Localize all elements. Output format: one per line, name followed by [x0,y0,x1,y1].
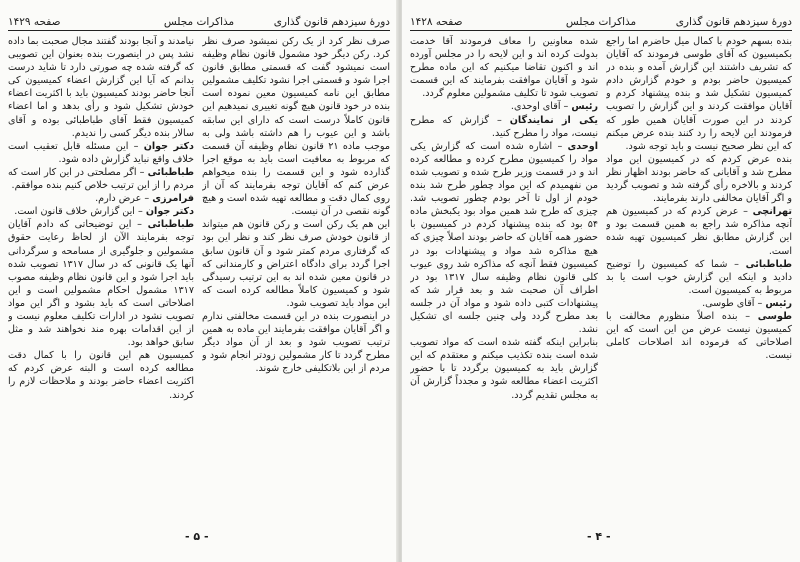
header-rule [410,30,792,31]
paragraph-text: – عرض دارم. [95,193,150,205]
paragraph-text: صرف نظر کرد از یک رکن نمیشود صرف نظر کرد. رکن دیگر خود مشمول قانون نظام وظیفه است نمیشود گفت که قسمتی مطابق قانون اجرا شود و قسمتی اجرا نشود تکلیف مشمولین مطابق این نامه کمیسیون معین نموده است بنده در خود قانون هیچ گونه تغییری نمیدهیم این قانون کاملاً درست است که دارای این سابقه باشد و این عیوب را هم داشته باشد ولی به موجب ماده ۲۱ قانون نظام وظیفه آن قسمت که مربوط به معافیت است باید به موقع اجرا گذارده شود و این قسمت را بنده میخواهم عرض کنم که آقایان توجه بفرمایند که آن از روی کمال دقت و مطالعه تهیه شده است و هیچ گونه نقصی در آن نیست. [202,36,390,218]
speaker-name: طباطبائی [147,166,194,178]
right-page [402,0,800,562]
paragraph-text: – این گزارش خلاف قانون است. [14,206,143,218]
speaker-name: طوسی [757,310,792,322]
paragraph-text: کمیسیون هم این قانون را با کمال دقت مطالعه کرده است و البته عرض کردم که اکثریت اعضاء حاضر بودند و ملاحظات لازم را کردند. [8,350,194,401]
paragraph [410,140,598,336]
paragraph [410,35,598,100]
paragraph [8,35,194,140]
paragraph [606,258,792,297]
paragraph-text: بنابراین اینکه گفته شده است که مواد تصویب شده است بنده تکذیب میکنم و معتقدم که این گزارش باید به کمیسیون برگردد تا با حضور اکثریت اعضاء مطالعه شود و مجدداً گزارش آن به مجلس تقدیم گردد. [410,337,598,401]
paragraph-text: – شما که کمیسیون را توضیح دادید و اینکه این گزارش خوب است یا بد مربوط به کمیسیون است. [606,258,792,296]
paragraph [8,192,194,205]
speaker-name: طباطبائی [147,219,194,231]
text-column-left [410,35,598,523]
paragraph [410,100,598,113]
speaker-name: فرامرزی [152,193,194,205]
session-series: دورهٔ سیزدهم قانون گذاری [273,16,390,28]
paragraph-text: – این توضیحاتی که دادم آقایان توجه بفرمایند الآن از لحاظ رعایت حقوق مشمولین و جلوگیری از مسامحه و سرگردانی آنها یک قانونی که در سال ۱۳۱۷ تصویب شده باید اجرا شود و این قانون نظام وظیفه مصوب ۱۳۱۷ مشمول احکام مشمولین است و این اصلاحاتی است که باید بشود و اگر این مواد تصویب نشود در ادارات تکلیف معلوم نیست و از این اقدامات بهره مند نخواهند شد و مثل سابق خواهد بود. [8,219,194,349]
text-column-left [8,35,194,523]
speaker-name: رئیس [571,101,598,113]
paragraph [606,205,792,257]
paragraph [606,297,792,310]
page-header [8,14,390,30]
paragraph-text: – آقای اوحدی. [510,101,569,113]
page-footer-number: - ۵ - [185,530,209,543]
paragraph [8,166,194,192]
paragraph [202,35,390,218]
paragraph-text: نیامدند و آنجا بودند گفتند مجال صحبت بما داده نشد پس در اینصورت بنده بعنوان این تصویبی که گرفته شده چه صورتی دارد تا شاید درست بدانم که آیا این گزارش اعضاء کمیسیون کی آنجا حاضر بودند کمیسیون باید با اکثریت اعضاء خودش تشکیل شود و رأی بدهد و اما اعضاء کمیسیون فقط آقای طباطبائی بوده و آقای سالار بنده دیگر کسی را ندیدم. [8,36,194,139]
paragraph [8,349,194,401]
paragraph [606,310,792,362]
paragraph-text: شده معاونین را معاف فرمودند آقا خدمت بدولت کرده اند و این لایحه را در مجلس آورده اند و اکنون تقاضا میکنیم که این ماده مطرح شود و آقایان موافقت بفرمایند که این قسمت تصویب شود تا تکلیف مشمولین معلوم گردد. [410,36,598,100]
publication-title: مذاکرات مجلس [163,16,235,28]
page-number: صفحه ۱۴۲۹ [8,16,61,28]
paragraph-text: – این مسئله قابل تعقیب است خلاف واقع نباید گزارش داده شود. [8,140,194,165]
paragraph [8,218,194,349]
paragraph [202,218,390,310]
paragraph-text: – عرض کردم که در کمیسیون هم آنچه مذاکره شد راجع به همین قسمت بود و این گزارش مطابق نظر کمیسیون تهیه شده است. [606,206,792,257]
speaker-name: یکی از نمایندگان [509,114,598,126]
publication-title: مذاکرات مجلس [565,16,637,28]
speaker-name: تهرانچی [752,206,792,218]
speaker-name: دکتر جوان [145,206,194,218]
paragraph-text: – اشاره شده است که گزارش یکی مواد را کمیسیون مطرح کرده و مطالعه کرده اند و در قسمت وزیر طرح شده و تصویب شده من نفهمیدم که این مواد چطور طرح شد بنده خودم از اول تا آخر بودم چطور تصویب شد. چیزی که طرح شد همین مواد بود یکبخش ماده ۵۴ بود که بنده پیشنهاد کردم در کمیسیون با حضور همه آقایان که حاضر بودند اصلاً چیزی که هیچ مذاکره شد مواد و پیشنهادات بود در کمیسیون فقط آنچه که مذاکره شد روی عیوب کلی قانون نظام وظیفه سال ۱۳۱۷ بود در اطراف آن صحبت شد و بعد قرار شد که پیشنهادات کتبی داده شود و مواد آن در جلسه بعد مطرح گردد ولی چنین جلسه ای تشکیل نشد. [410,140,598,336]
paragraph [8,205,194,218]
paragraph-text: – اگر مصلحتی در این کار است که مردم را از این ترتیب خلاص کنیم بنده موافقم. [8,166,194,192]
paragraph [606,35,792,153]
paragraph-text: بنده عرض کردم که در کمیسیون این مواد مطرح شد و آقایانی که حاضر بودند اظهار نظر کردند و بالاخره رأی گرفته شد و تصویب گردید و اگر آقایان مخالفی دارند بفرمایند. [606,153,792,205]
session-series: دورهٔ سیزدهم قانون گذاری [675,16,792,28]
page-header [410,14,792,30]
page-number: صفحه ۱۴۲۸ [410,16,463,28]
text-column-right [606,35,792,523]
speaker-name: طباطبائی [745,258,792,270]
paragraph [410,336,598,401]
speaker-name: اوحدی [567,140,598,152]
paragraph-text: بنده بسهم خودم با کمال میل حاضرم اما راجع بکمیسیون که آقای طوسی فرمودند که آقایان که تشریف داشتند این گزارش آمده و بنده در کمیسیون حاضر بودم و خودم گزارش دادم کمیسیون تشکیل شد و بنده پیشنهاد کردم و آقایان موافقت کردند و این گزارش را تصویب کردند در این صورت آقایان همین طور که فرمودند این لایحه را رد کنند بنده عرض میکنم که این نظر صحیح نیست و باید توجه شود. [606,36,792,152]
paragraph-text: در اینصورت بنده در این قسمت مخالفتی ندارم و اگر آقایان موافقت بفرمایند این ماده به همین ترتیب تصویب شود و بعد از آن مواد دیگر مطرح گردد تا کار مشمولین زودتر انجام شود و مردم از این بلاتکلیفی خارج شوند. [202,310,390,375]
paragraph-text: – بنده اصلاً منظورم مخالفت با کمیسیون نیست عرض من این است که این اصلاحاتی که فرموده اند اصلاحات کاملی نیست. [606,310,792,362]
text-column-right [202,35,390,523]
left-page [0,0,398,562]
page-footer-number: - ۴ - [587,530,611,543]
paragraph-text: – گزارش که مطرح نیست، مواد را مطرح کنید. [410,114,598,139]
paragraph [410,114,598,140]
paragraph-text: این هم یک رکن است و رکن قانون هم میتواند از قانون خودش صرف نظر کند و نظر این بود که گرفتاری مردم کمتر شود و آن قانون سابق اجرا گردد برای دادگاه اعتراض و کارمندانی که در قانون معین شده اند به این ترتیب رسیدگی شود و کمیسیون کاملاً مطالعه کرده است که این مواد باید تصویب شود. [202,219,390,309]
paragraph-text: – آقای طوسی. [702,297,763,309]
paragraph [606,153,792,205]
speaker-name: رئیس [765,297,792,309]
header-rule [8,30,390,31]
paragraph [202,310,390,375]
speaker-name: دکتر جوان [143,140,194,152]
paragraph [8,140,194,166]
